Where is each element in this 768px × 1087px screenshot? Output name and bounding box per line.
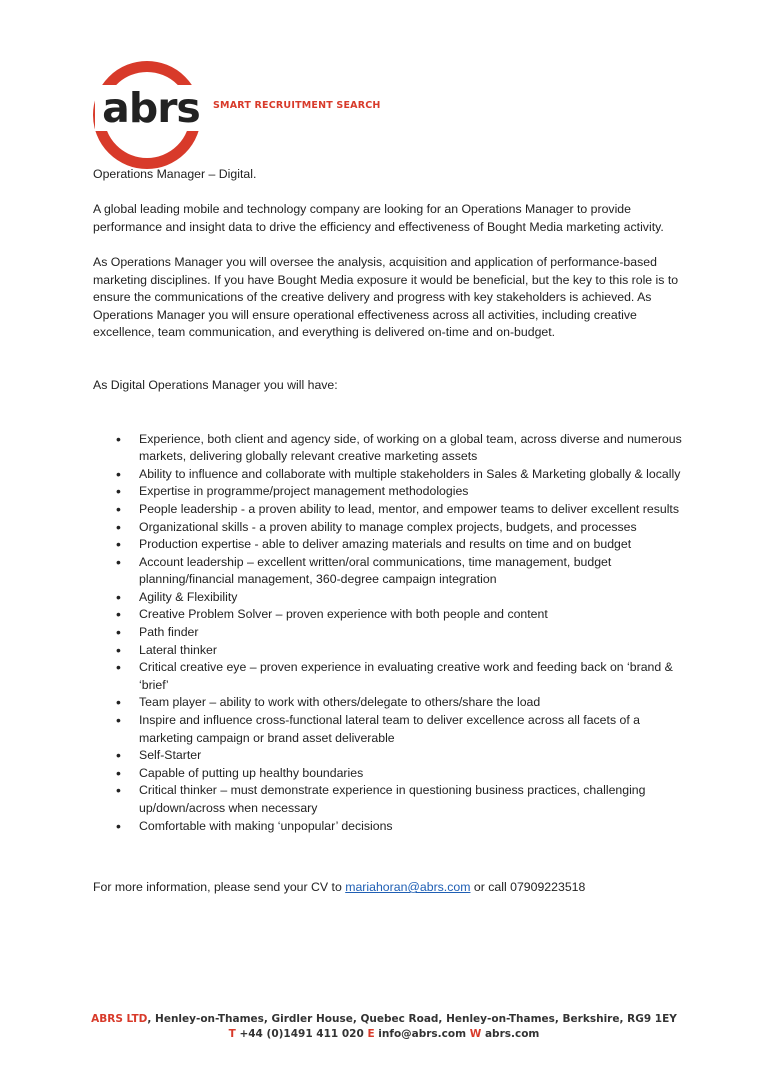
list-item: • Expertise in programme/project management methodologies <box>139 483 683 501</box>
list-item: • Creative Problem Solver – proven experience with both people and content <box>139 606 683 624</box>
abrs-logo <box>91 59 391 155</box>
list-item: • Comfortable with making ‘unpopular’ decisions <box>139 818 683 836</box>
footer-contact-line <box>0 1027 768 1042</box>
list-item: • Agility & Flexibility <box>139 589 683 607</box>
job-title: Operations Manager – Digital. <box>93 167 257 181</box>
footer-address: , Henley-on-Thames, Girdler House, Quebec Road, Henley-on-Thames, Berkshire, RG9 1EY <box>147 1013 677 1025</box>
footer-tel: +44 (0)1491 411 020 <box>235 1028 368 1040</box>
list-item: • Ability to influence and collaborate with multiple stakeholders in Sales & Marketing globally & locally <box>139 466 683 484</box>
list-item: • Critical thinker – must demonstrate experience in questioning business practices, challenging up/down/across when necessary <box>139 782 683 817</box>
contact-suffix: or call 07909223518 <box>470 880 586 895</box>
qualifications-list <box>93 431 683 836</box>
footer-email-label: E <box>367 1028 375 1040</box>
footer-web-label: W <box>469 1028 482 1040</box>
footer-tel-label: T <box>228 1028 236 1040</box>
logo-tagline: SMART RECRUITMENT SEARCH <box>213 100 381 111</box>
list-item: • Path finder <box>139 624 683 642</box>
footer-email[interactable]: info@abrs.com <box>374 1028 470 1040</box>
intro-paragraph: A global leading mobile and technology company are looking for an Operations Manager to provide performance and insight data to drive the efficiency and effectiveness of Bought Media marketing activity. <box>93 202 664 234</box>
list-item: • Inspire and influence cross-functional lateral team to deliver excellence across all facets of a marketing campaign or brand asset deliverable <box>139 712 683 747</box>
contact-email-link[interactable]: mariahoran@abrs.com <box>345 880 471 895</box>
footer-web[interactable]: abrs.com <box>481 1028 540 1040</box>
role-paragraph: As Operations Manager you will oversee the analysis, acquisition and application of performance-based marketing disciplines. If you have Bought Media exposure it would be beneficial, but the key to this role is to ensure the communications of the creative delivery and progress with key stakeholders is achieved. As Operations Manager you will ensure operational effectiveness across all activities, including creative excellence, team communication, and everything is delivered on-time and on-budget. <box>93 254 679 340</box>
list-item: • Capable of putting up healthy boundaries <box>139 765 683 783</box>
list-item: • Team player – ability to work with others/delegate to others/share the load <box>139 694 683 712</box>
list-intro: As Digital Operations Manager you will have: <box>93 377 338 392</box>
job-description <box>93 166 683 897</box>
list-item: • Critical creative eye – proven experience in evaluating creative work and feeding back on ‘brand & ‘brief’ <box>139 659 683 694</box>
list-item: • Organizational skills - a proven ability to manage complex projects, budgets, and processes <box>139 519 683 537</box>
list-item: • Experience, both client and agency side, of working on a global team, across diverse and numerous markets, delivering globally relevant creative marketing assets <box>139 431 683 466</box>
list-item: • Production expertise - able to deliver amazing materials and results on time and on budget <box>139 536 683 554</box>
list-item: • Lateral thinker <box>139 642 683 660</box>
list-item: • Self-Starter <box>139 747 683 765</box>
contact-line <box>93 879 683 897</box>
contact-prefix: For more information, please send your CV to <box>93 880 346 895</box>
list-item: • People leadership - a proven ability to lead, mentor, and empower teams to deliver excellent results <box>139 501 683 519</box>
logo-wordmark: abrs <box>95 85 207 131</box>
footer-address-line <box>0 1012 768 1027</box>
footer-company: ABRS LTD <box>91 1013 148 1025</box>
list-item: • Account leadership – excellent written/oral communications, time management, budget planning/financial management, 360-degree campaign integration <box>139 554 683 589</box>
